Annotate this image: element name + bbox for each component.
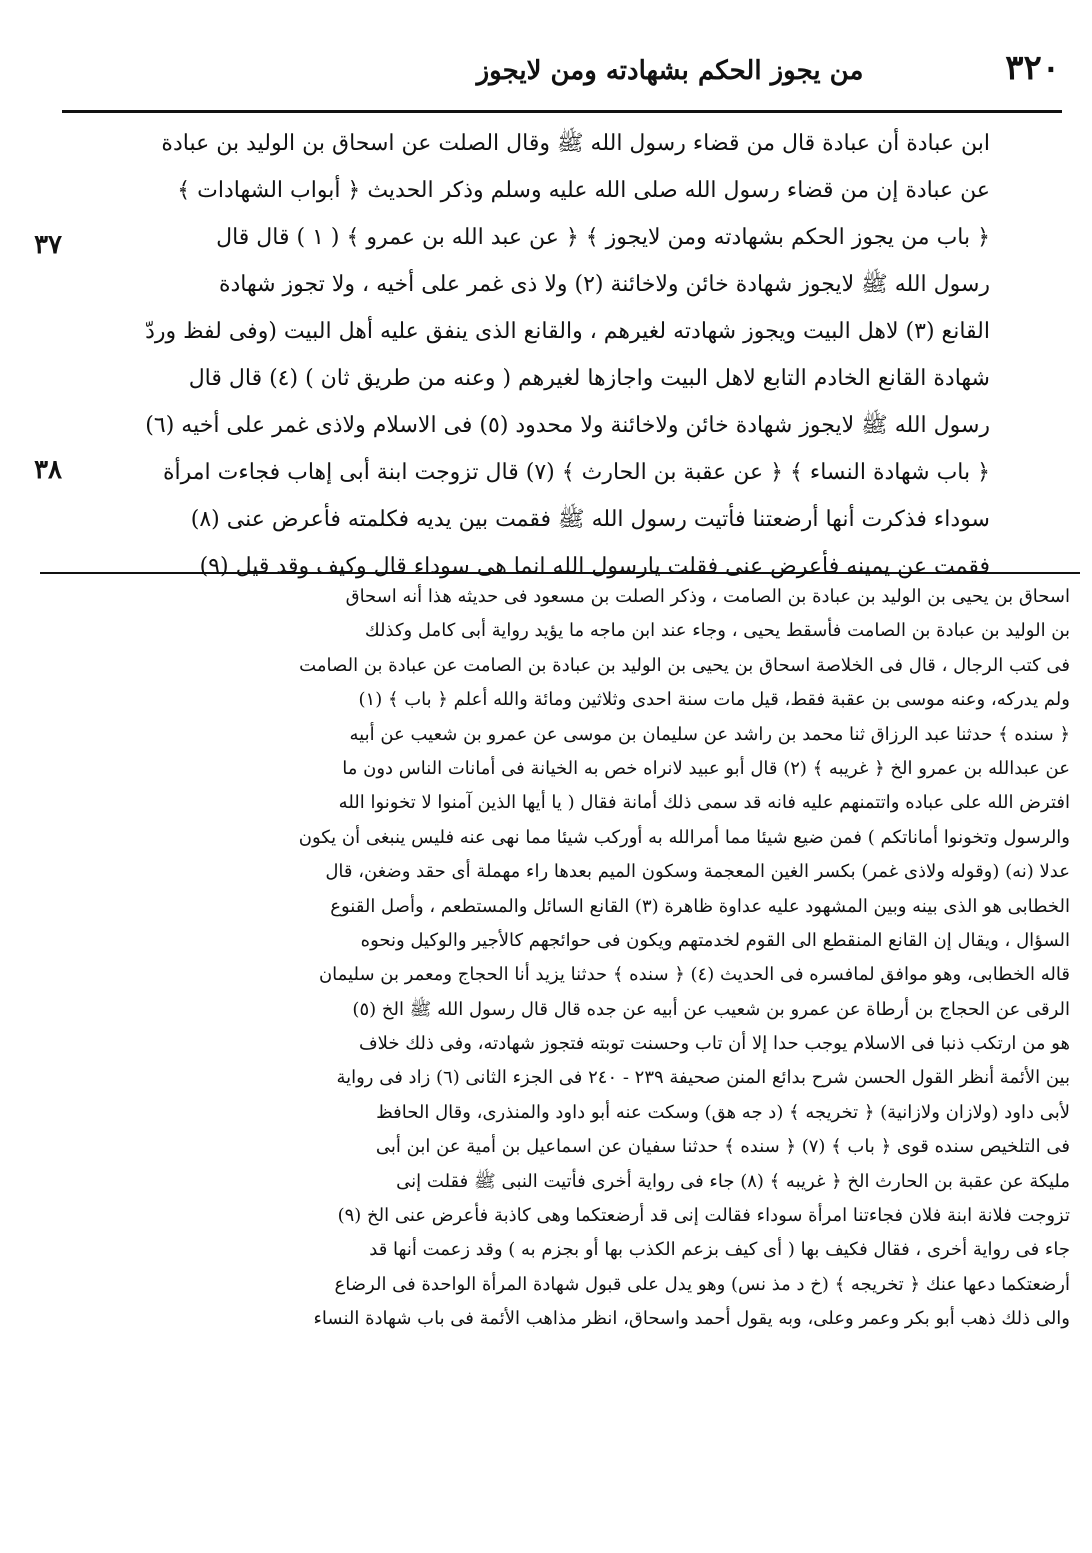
- page-number: ٣٢٠: [1005, 48, 1060, 88]
- footnote-line: عدلا (نه) (وقوله ولاذى غمر) بكسر الغين المعجمة وسكون الميم بعدها راء مهملة أى حقد وضغن، قال: [325, 861, 1070, 883]
- main-text-line: ﴿ باب شهادة النساء ﴾ ﴿ عن عقبة بن الحارث ﴾ (٧) قال تزوجت ابنة أبى إهاب فجاءت امرأة: [162, 460, 990, 485]
- footnote-line: فى كتب الرجال ، قال فى الخلاصة اسحاق بن يحيى بن الوليد بن عبادة بن الصامت عن عبادة بن الصامت: [299, 654, 1070, 676]
- header-rule: [62, 110, 1062, 113]
- footnotes-block: [60, 580, 1070, 1337]
- footnote-line: الرقى عن الحجاج بن أرطاة عن عمرو بن شعيب عن أبيه عن جده قال قال رسول الله ﷺ الخ (٥): [352, 998, 1070, 1020]
- footnote-line: جاء فى رواية أخرى ، فقال فكيف بها ( أى كيف بزعم الكذب بها أو بجزم به ) وقد زعمت أنها قد: [369, 1239, 1070, 1261]
- footnote-line: أرضعتكما دعها عنك ﴿ تخريجه ﴾ (خ د مذ نس) وهو يدل على قبول شهادة المرأة الواحدة فى الرضاع: [334, 1273, 1070, 1295]
- main-text-line: رسول الله ﷺ لايجوز شهادة خائن ولاخائنة (٢) ولا ذى غمر على أخيه ، ولا تجوز شهادة: [218, 272, 990, 297]
- footnote-line: عن عبدالله بن عمرو الخ ﴿ غريبه ﴾ (٢) قال أبو عبيد لانراه خص به الخيانة فى أمانات الناس دون ما: [342, 757, 1070, 779]
- footnote-line: تزوجت فلانة ابنة فلان فجاءتنا امرأة سوداء فقالت إنى قد أرضعتكما وهى كاذبة فأعرض عنى الخ (٩): [337, 1205, 1070, 1227]
- footnote-line: السؤال ، ويقال إن القانع المنقطع الى القوم لخدمتهم ويكون فى حوائجهم كالأجير والوكيل ونحوه: [360, 929, 1070, 951]
- footnote-line: ولم يدركه، وعنه موسى بن عقبة فقط، قيل مات سنة احدى وثلاثين ومائة والله أعلم ﴿ باب ﴾ (١): [358, 689, 1070, 711]
- footnote-line: ﴿ سنده ﴾ حدثنا عبد الرزاق ثنا محمد بن راشد عن سليمان بن موسى عن عمرو بن شعيب عن أبيه: [349, 723, 1070, 745]
- footnote-line: هو من ارتكب ذنبا فى الاسلام يوجب حدا إلا أن تاب وحسنت توبته فتجوز شهادته، وفى ذلك خلاف: [359, 1033, 1070, 1055]
- footnote-line: فى التلخيص سنده قوى ﴿ باب ﴾ (٧) ﴿ سنده ﴾ حدثنا سفيان عن اسماعيل بن أمية عن ابن أبى: [375, 1136, 1070, 1158]
- main-text-line: رسول الله ﷺ لايجوز شهادة خائن ولاخائنة ولا محدود (٥) فى الاسلام ولاذى غمر على أخيه (٦): [145, 413, 990, 438]
- main-text-line: ﴿ باب من يجوز الحكم بشهادته ومن لايجوز ﴾ ﴿ عن عبد الله بن عمرو ﴾ ( ١ ) قال قال: [216, 225, 990, 250]
- footnote-line: مليكة عن عقبة بن الحارث الخ ﴿ غريبه ﴾ (٨) جاء فى رواية أخرى فأتيت النبى ﷺ فقلت إنى: [396, 1170, 1070, 1192]
- main-text-block: [60, 120, 990, 590]
- footnote-line: بين الأئمة أنظر القول الحسن شرح بدائع المنن صحيفة ٢٣٩ - ٢٤٠ فى الجزء الثانى (٦) زاد فى رواية: [336, 1067, 1070, 1089]
- main-text-line: شهادة القانع الخادم التابع لاهل البيت واجازها لغيرهم ( وعنه من طريق ثان ) (٤) قال قال: [188, 366, 990, 391]
- footnote-line: والرسول وتخونوا أماناتكم ) فمن ضيع شيئا مما أمرالله به أوركب شيئا مما نهى عنه فليس ينبغى أن يكون: [298, 826, 1070, 848]
- footnote-line: لأبى داود (ولازان ولازانية) ﴿ تخريجه ﴾ (د جه هق) وسكت عنه أبو داود والمنذرى، وقال الحافظ: [376, 1101, 1070, 1123]
- main-text-line: عن عبادة إن من قضاء رسول الله صلى الله عليه وسلم وذكر الحديث ﴿ أبواب الشهادات ﴾: [177, 178, 990, 203]
- footnote-line: الخطابى هو الذى بينه وبين المشهود عليه عداوة ظاهرة (٣) القانع السائل والمستطعم ، وأصل القنوع: [330, 895, 1070, 917]
- footnote-line: بن الوليد بن عبادة بن الصامت فأسقط يحيى ، وجاء عند ابن ماجه ما يؤيد رواية أبى كامل وكذلك: [364, 620, 1070, 642]
- footnote-line: قاله الخطابى، وهو موافق لمافسره فى الحديث (٤) ﴿ سنده ﴾ حدثنا يزيد أنا الحجاج ومعمر بن سليمان: [318, 964, 1070, 986]
- footnote-line: اسحاق بن يحيى بن الوليد بن عبادة بن الصامت ، وذكر الصلت بن مسعود فى حديثه هذا أنه اسحاق: [345, 586, 1070, 607]
- main-text-line: القانع (٣) لاهل البيت ويجوز شهادته لغيرهم ، والقانع الذى ينفق عليه أهل البيت (وفى لفظ وردّ: [145, 319, 990, 344]
- footnote-line: والى ذلك ذهب أبو بكر وعمر وعلى، وبه يقول أحمد واسحاق، انظر مذاهب الأئمة فى باب شهادة النساء: [313, 1308, 1070, 1330]
- footnote-line: افترض الله على عباده واتتمنهم عليه فانه قد سمى ذلك أمانة فقال ( يا أيها الذين آمنوا لا تخونوا الله: [338, 792, 1070, 814]
- running-title: من يجوز الحكم بشهادته ومن لايجوز: [476, 56, 864, 86]
- main-text-line: فقمت عن يمينه فأعرض عنى فقلت يارسول الله انما هى سوداء قال وكيف وقد قيل (٩): [199, 554, 990, 579]
- hadith-number-38: ٣٨: [34, 455, 62, 485]
- hadith-number-37: ٣٧: [34, 230, 62, 260]
- main-text-line: سوداء فذكرت أنها أرضعتنا فأتيت رسول الله ﷺ فقمت بين يديه فكلمته فأعرض عنى (٨): [190, 507, 990, 532]
- footnote-divider: [40, 572, 1080, 574]
- main-text-line: ابن عبادة أن عبادة قال من قضاء رسول الله ﷺ وقال الصلت عن اسحاق بن الوليد بن عبادة: [161, 131, 990, 156]
- page-header: [60, 48, 1060, 108]
